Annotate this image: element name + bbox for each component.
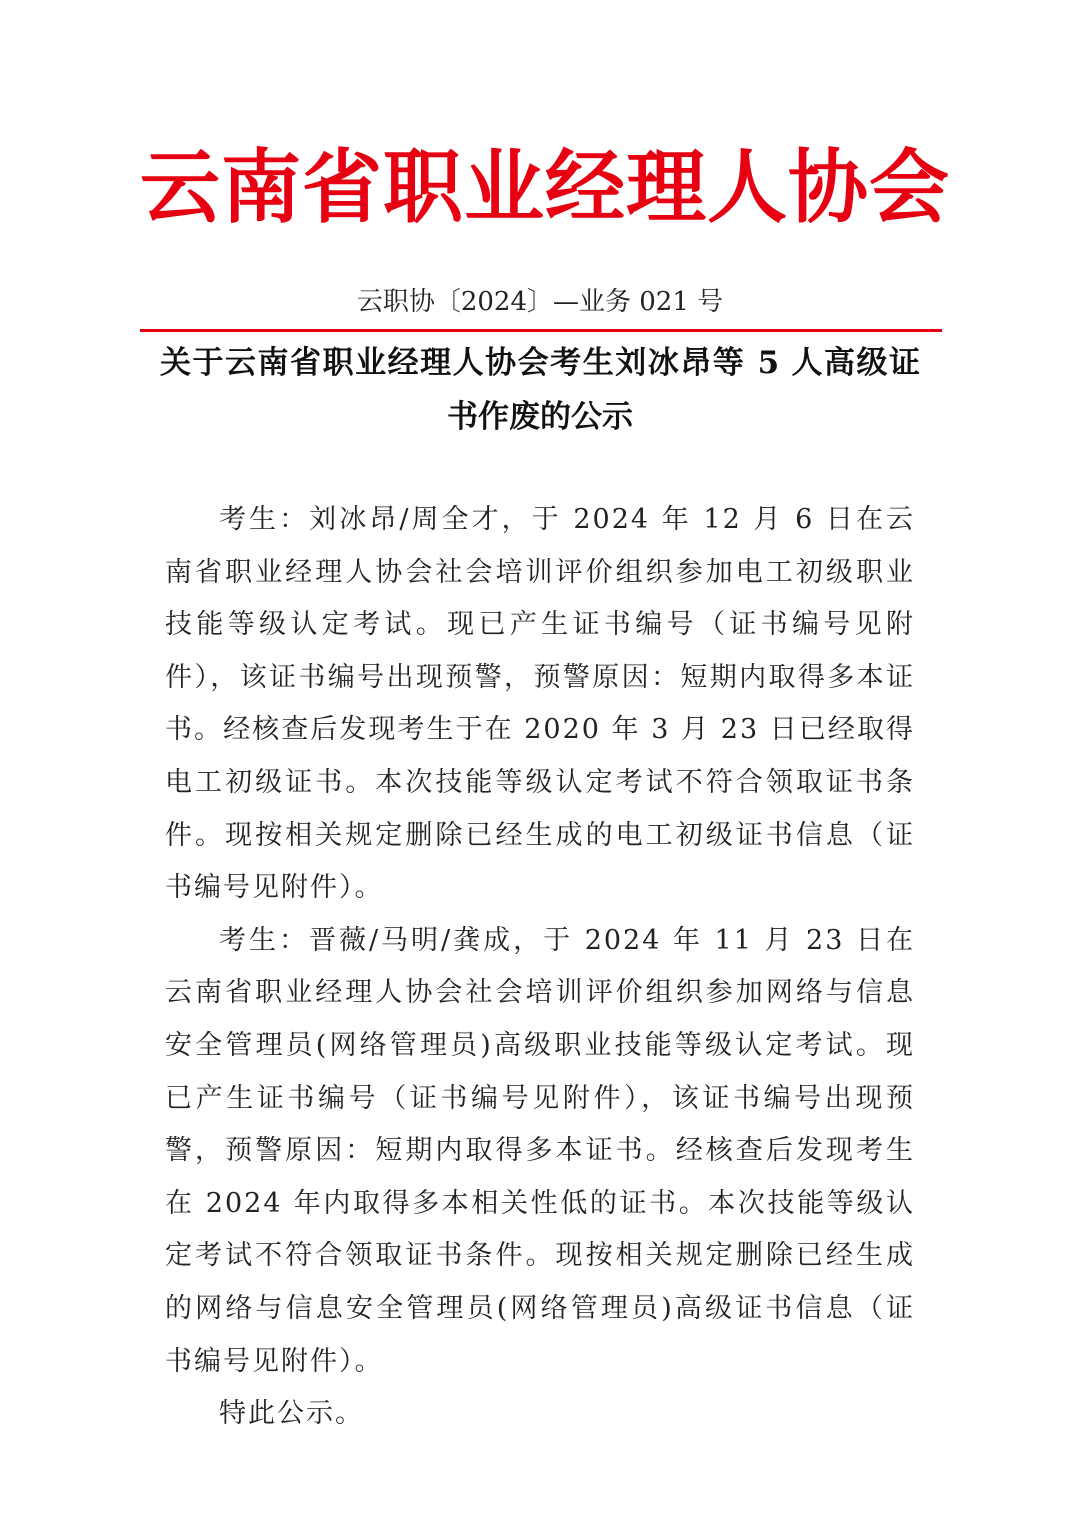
document-number: 云职协〔2024〕—业务 021 号 (356, 287, 724, 317)
document-title-line-1: 关于云南省职业经理人协会考生刘冰昂等 5 人高级证 (160, 345, 920, 381)
document-body (165, 494, 915, 1441)
body-paragraph-closing: 特此公示。 (219, 1398, 364, 1430)
red-divider-line (140, 329, 942, 332)
document-title-line-2: 书作废的公示 (447, 399, 633, 435)
organization-header: 云南省职业经理人协会 (140, 141, 950, 234)
body-paragraph-2: 考生：晋薇/马明/龚成，于 2024 年 11 月 23 日在云南省职业经理人协会社会培训评价组织参加网络与信息安全管理员(网络管理员)高级职业技能等级认定考试。现已产生证书编号（证书编号见附件），该证书编号出现预警，预警原因：短期内取得多本证书。经核查后发现考生在 2024 年内取得多本相关性低的证书。本次技能等级认定考试不符合领取证书条件。现按相关规定删除已经生成的网络与信息安全管理员(网络管理员)高级证书信息（证书编号见附件）。 (165, 924, 915, 1377)
body-paragraph-1: 考生：刘冰昂/周全才，于 2024 年 12 月 6 日在云南省职业经理人协会社会培训评价组织参加电工初级职业技能等级认定考试。现已产生证书编号（证书编号见附件），该证书编号出现预警，预警原因：短期内取得多本证书。经核查后发现考生于在 2020 年 3 月 23 日已经取得电工初级证书。本次技能等级认定考试不符合领取证书条件。现按相关规定删除已经生成的电工初级证书信息（证书编号见附件）。 (165, 504, 915, 904)
document-title (160, 336, 920, 444)
